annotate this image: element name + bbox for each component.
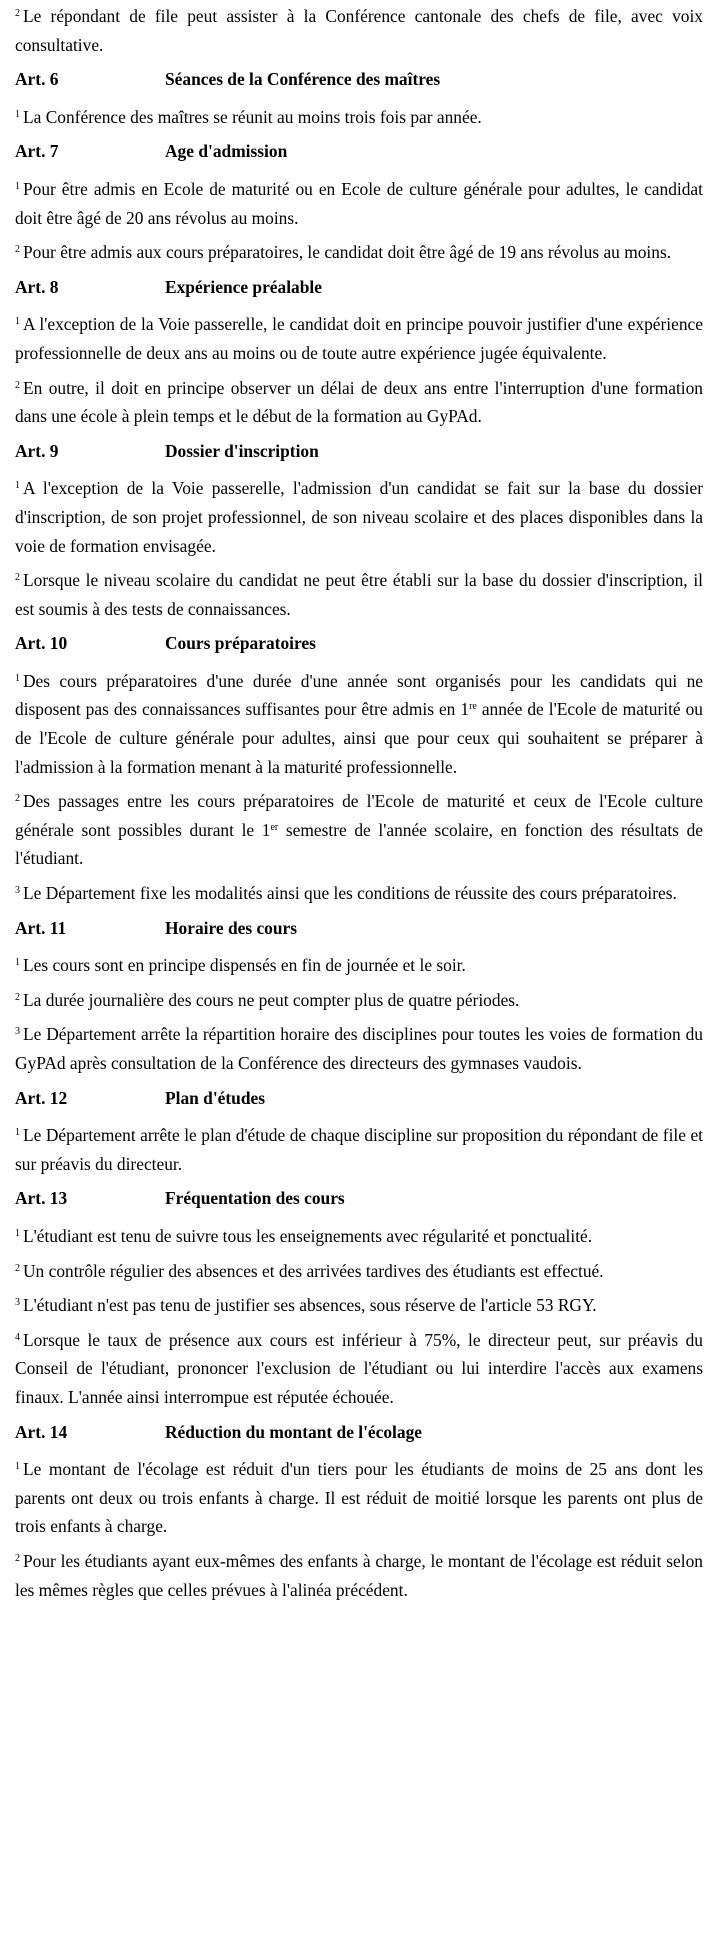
- paragraph-text: Le Département arrête le plan d'étude de chaque discipline sur proposition du répondant de file et sur préavis du directeur.: [15, 1125, 703, 1174]
- article-number: Art. 8: [15, 276, 59, 297]
- paragraph-text: Le Département arrête la répartition horaire des disciplines pour toutes les voies de formation du GyPAd après consultation de la Conférence des directeurs des gymnases vaudois.: [15, 1024, 703, 1073]
- article-number: Art. 11: [15, 917, 67, 938]
- article-number: Art. 14: [15, 1421, 68, 1442]
- article: [15, 629, 703, 907]
- article: [15, 1418, 703, 1605]
- paragraph: [15, 1547, 703, 1604]
- article-number: Art. 10: [15, 633, 68, 654]
- paragraph: [15, 1257, 703, 1286]
- paragraph-text: Des passages entre les cours préparatoires de l'Ecole de maturité et ceux de l'Ecole culture générale sont possibles durant le 1er semestre de l'année scolaire, en fonction des résultats de l'étudiant.: [15, 791, 703, 869]
- article: [15, 437, 703, 624]
- paragraph-text: La durée journalière des cours ne peut compter plus de quatre périodes.: [23, 989, 520, 1010]
- paragraph-number: 1: [15, 1127, 20, 1139]
- article-number: Art. 12: [15, 1087, 68, 1108]
- paragraph-text: La Conférence des maîtres se réunit au moins trois fois par année.: [23, 106, 482, 127]
- paragraph-number: 1: [15, 480, 20, 492]
- paragraph-number: 3: [15, 1026, 20, 1038]
- paragraph-number: 2: [15, 793, 20, 805]
- article-title: Age d'admission: [165, 141, 288, 162]
- article-heading: [15, 1184, 703, 1213]
- paragraph: [15, 474, 703, 560]
- paragraph-text: A l'exception de la Voie passerelle, le candidat doit en principe pouvoir justifier d'une expérience professionnelle de deux ans au moins ou de toute autre expérience jugée équivalente.: [15, 314, 703, 363]
- paragraph: [15, 238, 703, 267]
- article-title: Expérience préalable: [165, 276, 322, 297]
- paragraph-text: Lorsque le taux de présence aux cours est inférieur à 75%, le directeur peut, sur préavis du Conseil de l'étudiant, prononcer l'exclusion de l'étudiant ou lui interdire l'accès aux examens finaux. L'année ainsi interrompue est réputée échouée.: [15, 1329, 703, 1407]
- article-title: Horaire des cours: [165, 917, 298, 938]
- paragraph: [15, 879, 703, 908]
- paragraph-text: En outre, il doit en principe observer un délai de deux ans entre l'interruption d'une formation dans une école à plein temps et le début de la formation au GyPAd.: [15, 377, 703, 427]
- paragraph: [15, 667, 703, 781]
- paragraph-number: 2: [15, 8, 20, 19]
- article-title: Dossier d'inscription: [165, 440, 319, 461]
- paragraph: [15, 566, 703, 623]
- article-heading: [15, 437, 703, 466]
- paragraph: [15, 1291, 703, 1320]
- paragraph-number: 2: [15, 572, 20, 584]
- paragraph-text: L'étudiant est tenu de suivre tous les enseignements avec régularité et ponctualité.: [23, 1225, 593, 1246]
- paragraph: [15, 986, 703, 1015]
- paragraph: [15, 374, 703, 431]
- paragraph-text: Pour être admis en Ecole de maturité ou en Ecole de culture générale pour adultes, le candidat doit être âgé de 20 ans révolus au moins.: [15, 178, 703, 228]
- article-number: Art. 13: [15, 1188, 68, 1209]
- paragraph-text: Le répondant de file peut assister à la Conférence cantonale des chefs de file, avec voix consultative.: [15, 6, 703, 55]
- paragraph: [15, 1121, 703, 1178]
- paragraph-text: Un contrôle régulier des absences et des arrivées tardives des étudiants est effectué.: [23, 1260, 604, 1281]
- article-heading: [15, 629, 703, 658]
- paragraph: [15, 175, 703, 232]
- article-heading: [15, 1084, 703, 1113]
- paragraph-number: 1: [15, 180, 20, 192]
- paragraph-number: 1: [15, 1227, 20, 1239]
- paragraph: [15, 787, 703, 873]
- article-title: Fréquentation des cours: [165, 1188, 345, 1209]
- paragraph-text: Le montant de l'écolage est réduit d'un tiers pour les étudiants de moins de 25 ans dont les parents ont deux ou trois enfants à charge. Il est réduit de moitié lorsque les parents ont plus de trois enfants à charge.: [15, 1459, 703, 1537]
- article-heading: [15, 1418, 703, 1447]
- article-number: Art. 6: [15, 69, 59, 90]
- paragraph: [15, 310, 703, 367]
- article: [15, 914, 703, 1078]
- paragraph-number: 2: [15, 1552, 20, 1564]
- paragraph-number: 1: [15, 672, 20, 684]
- article-heading: [15, 914, 703, 943]
- paragraph-number: 1: [15, 1461, 20, 1473]
- paragraph-text: Des cours préparatoires d'une durée d'une année sont organisés pour les candidats qui ne disposent pas des connaissances suffisantes pour être admis en 1re année de l'Ecole de maturité ou de l'Ecole de culture générale pour adultes, ainsi que pour ceux qui souhaitent se préparer à l'admission à la formation menant à la maturité professionnelle.: [15, 670, 703, 777]
- paragraph: [15, 2, 703, 59]
- paragraph-number: 1: [15, 316, 20, 328]
- paragraph: [15, 951, 703, 980]
- paragraph-text: Les cours sont en principe dispensés en fin de journée et le soir.: [23, 955, 466, 976]
- article-title: Cours préparatoires: [165, 633, 316, 654]
- paragraph-number: 3: [15, 885, 20, 897]
- document-body: [15, 2, 703, 1610]
- article-number: Art. 9: [15, 440, 59, 461]
- article: [15, 1184, 703, 1411]
- article-heading: [15, 137, 703, 166]
- paragraph: [15, 1222, 703, 1251]
- paragraph-number: 1: [15, 108, 20, 120]
- paragraph-number: 4: [15, 1331, 20, 1343]
- paragraph: [15, 1455, 703, 1541]
- paragraph-text: Pour être admis aux cours préparatoires, le candidat doit être âgé de 19 ans révolus au moins.: [23, 242, 672, 263]
- article-heading: [15, 65, 703, 94]
- paragraph-number: 2: [15, 1262, 20, 1274]
- paragraph-text: Lorsque le niveau scolaire du candidat ne peut être établi sur la base du dossier d'inscription, il est soumis à des tests de connaissances.: [15, 570, 703, 619]
- article-title: Plan d'études: [165, 1087, 266, 1108]
- paragraph-text: A l'exception de la Voie passerelle, l'admission d'un candidat se fait sur la base du dossier d'inscription, de son projet professionnel, de son niveau scolaire et des places disponibles dans la voie de formation envisagée.: [15, 478, 703, 556]
- article-heading: [15, 273, 703, 302]
- article: [15, 137, 703, 266]
- article: [15, 65, 703, 131]
- paragraph-text: L'étudiant n'est pas tenu de justifier ses absences, sous réserve de l'article 53 RGY.: [23, 1295, 597, 1316]
- paragraph-number: 3: [15, 1297, 20, 1309]
- paragraph-text: Le Département fixe les modalités ainsi que les conditions de réussite des cours préparatoires.: [23, 883, 677, 904]
- paragraph-text: Pour les étudiants ayant eux-mêmes des enfants à charge, le montant de l'écolage est réduit selon les mêmes règles que celles prévues à l'alinéa précédent.: [15, 1550, 703, 1600]
- article-title: Réduction du montant de l'écolage: [165, 1421, 422, 1442]
- article: [15, 273, 703, 431]
- article-title: Séances de la Conférence des maîtres: [165, 69, 441, 90]
- paragraph-number: 1: [15, 957, 20, 969]
- paragraph-number: 2: [15, 244, 20, 256]
- paragraph: [15, 1326, 703, 1412]
- paragraph-number: 2: [15, 991, 20, 1003]
- paragraph: [15, 1020, 703, 1077]
- article: [15, 1084, 703, 1179]
- paragraph: [15, 103, 703, 132]
- paragraph-number: 2: [15, 379, 20, 391]
- article-number: Art. 7: [15, 141, 59, 162]
